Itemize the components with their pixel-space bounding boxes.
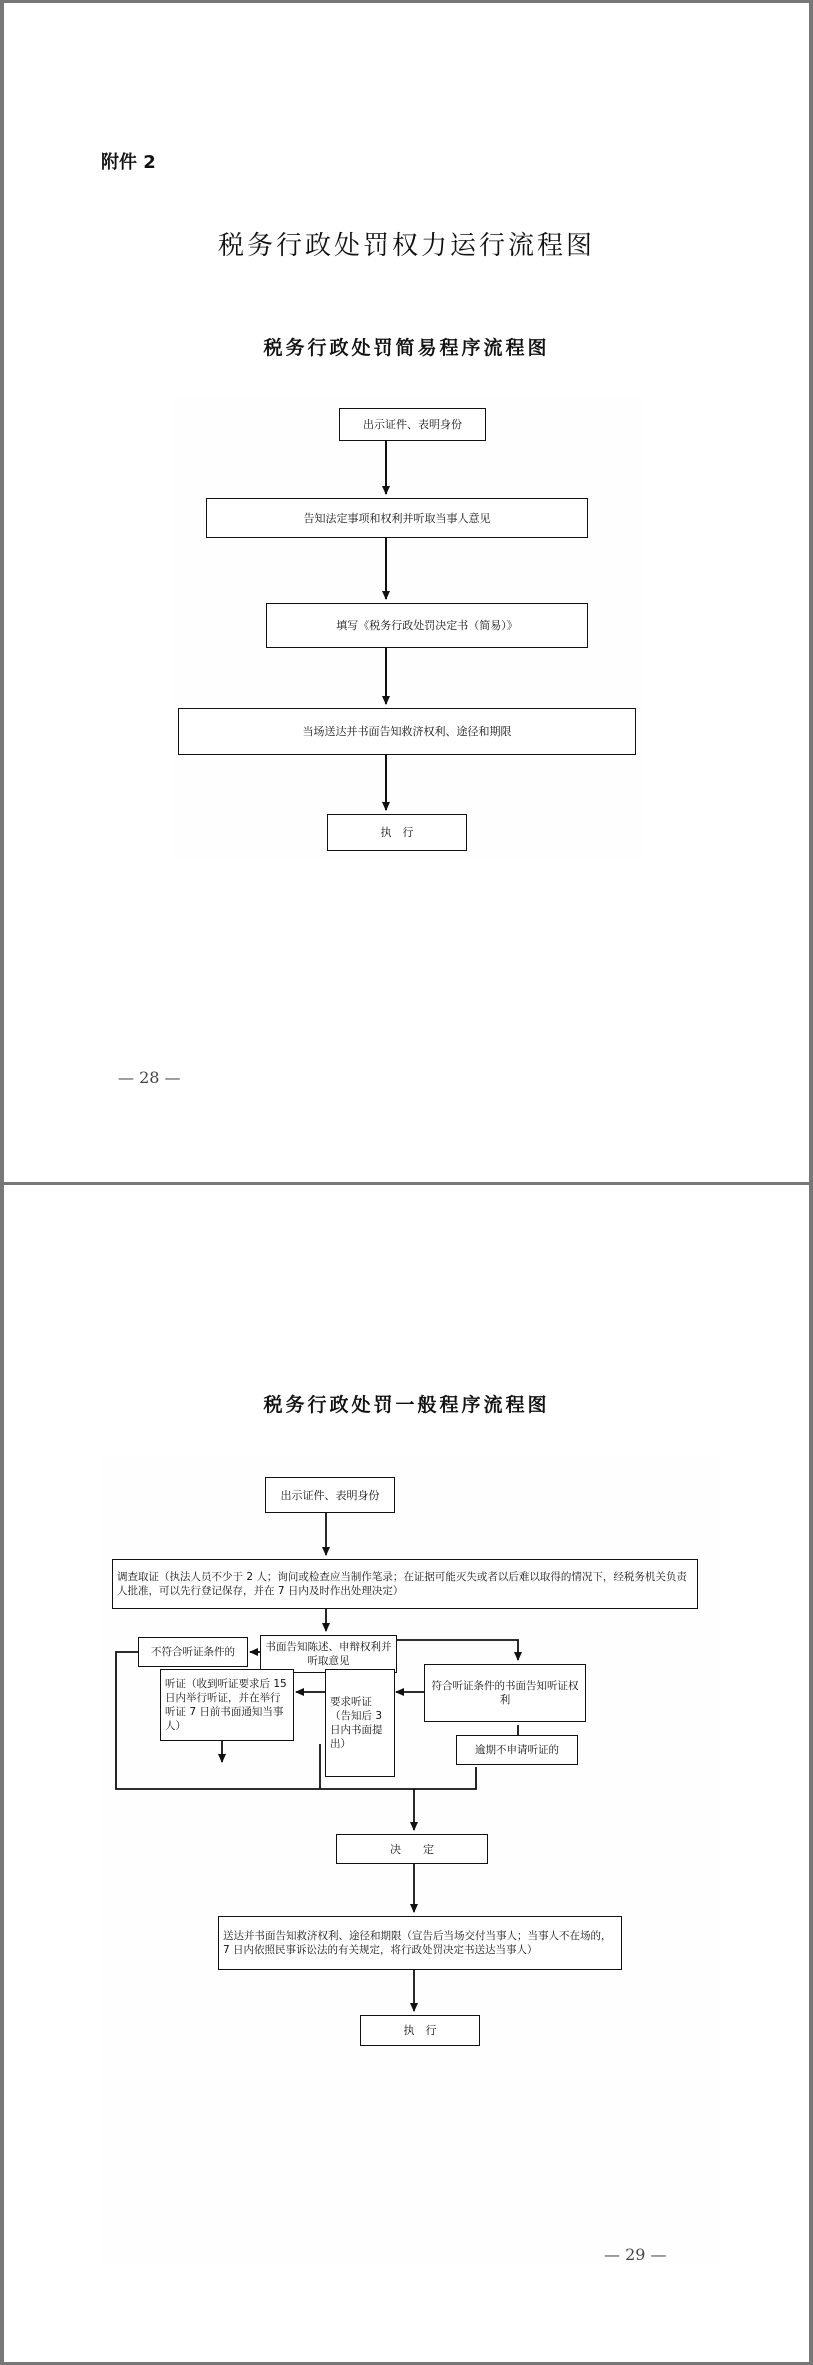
step-notify-statement: 书面告知陈述、申辩权利并听取意见 bbox=[260, 1635, 397, 1673]
general-procedure-flowchart bbox=[100, 1457, 720, 2265]
step-deliver-notify: 当场送达并书面告知救济权利、途径和期限 bbox=[178, 708, 636, 755]
step-notify-rights: 告知法定事项和权利并听取当事人意见 bbox=[206, 498, 588, 538]
general-procedure-title: 税务行政处罚一般程序流程图 bbox=[263, 1394, 550, 1416]
step-not-eligible: 不符合听证条件的 bbox=[138, 1637, 248, 1667]
step-execute: 执 行 bbox=[327, 814, 467, 851]
step-show-id: 出示证件、表明身份 bbox=[265, 1477, 395, 1513]
step-eligible-notice: 符合听证条件的书面告知听证权利 bbox=[424, 1664, 586, 1722]
step-deliver-notify: 送达并书面告知救济权利、途径和期限（宣告后当场交付当事人；当事人不在场的，7 日内依照民事诉讼法的有关规定，将行政处罚决定书送达当事人） bbox=[218, 1916, 622, 1970]
page-number: — 28 — bbox=[118, 1068, 181, 1087]
main-title: 税务行政处罚权力运行流程图 bbox=[217, 231, 595, 261]
simple-procedure-title: 税务行政处罚简易程序流程图 bbox=[263, 337, 550, 359]
arrow-to-eligible bbox=[397, 1640, 518, 1660]
attachment-label: 附件 2 bbox=[101, 152, 156, 173]
step-request-hearing: 要求听证（告知后 3 日内书面提出） bbox=[325, 1669, 395, 1777]
step-investigate: 调查取证（执法人员不少于 2 人；询问或检查应当制作笔录；在证据可能灭失或者以后难以取得的情况下，经税务机关负责人批准，可以先行登记保存，并在 7 日内及时作出处理决定） bbox=[112, 1559, 698, 1609]
page-28 bbox=[4, 3, 809, 1182]
step-execute: 执 行 bbox=[360, 2015, 480, 2046]
page-number: — 29 — bbox=[604, 2245, 667, 2264]
simple-procedure-flowchart bbox=[174, 396, 644, 860]
step-show-id: 出示证件、表明身份 bbox=[339, 408, 486, 441]
page-29 bbox=[4, 1185, 809, 2362]
step-overdue: 逾期不申请听证的 bbox=[456, 1735, 578, 1765]
step-fill-decision: 填写《税务行政处罚决定书（简易）》 bbox=[266, 603, 588, 648]
step-decision: 决 定 bbox=[336, 1834, 488, 1864]
step-hearing: 听证（收到听证要求后 15 日内举行听证，并在举行听证 7 日前书面通知当事人） bbox=[160, 1669, 294, 1741]
